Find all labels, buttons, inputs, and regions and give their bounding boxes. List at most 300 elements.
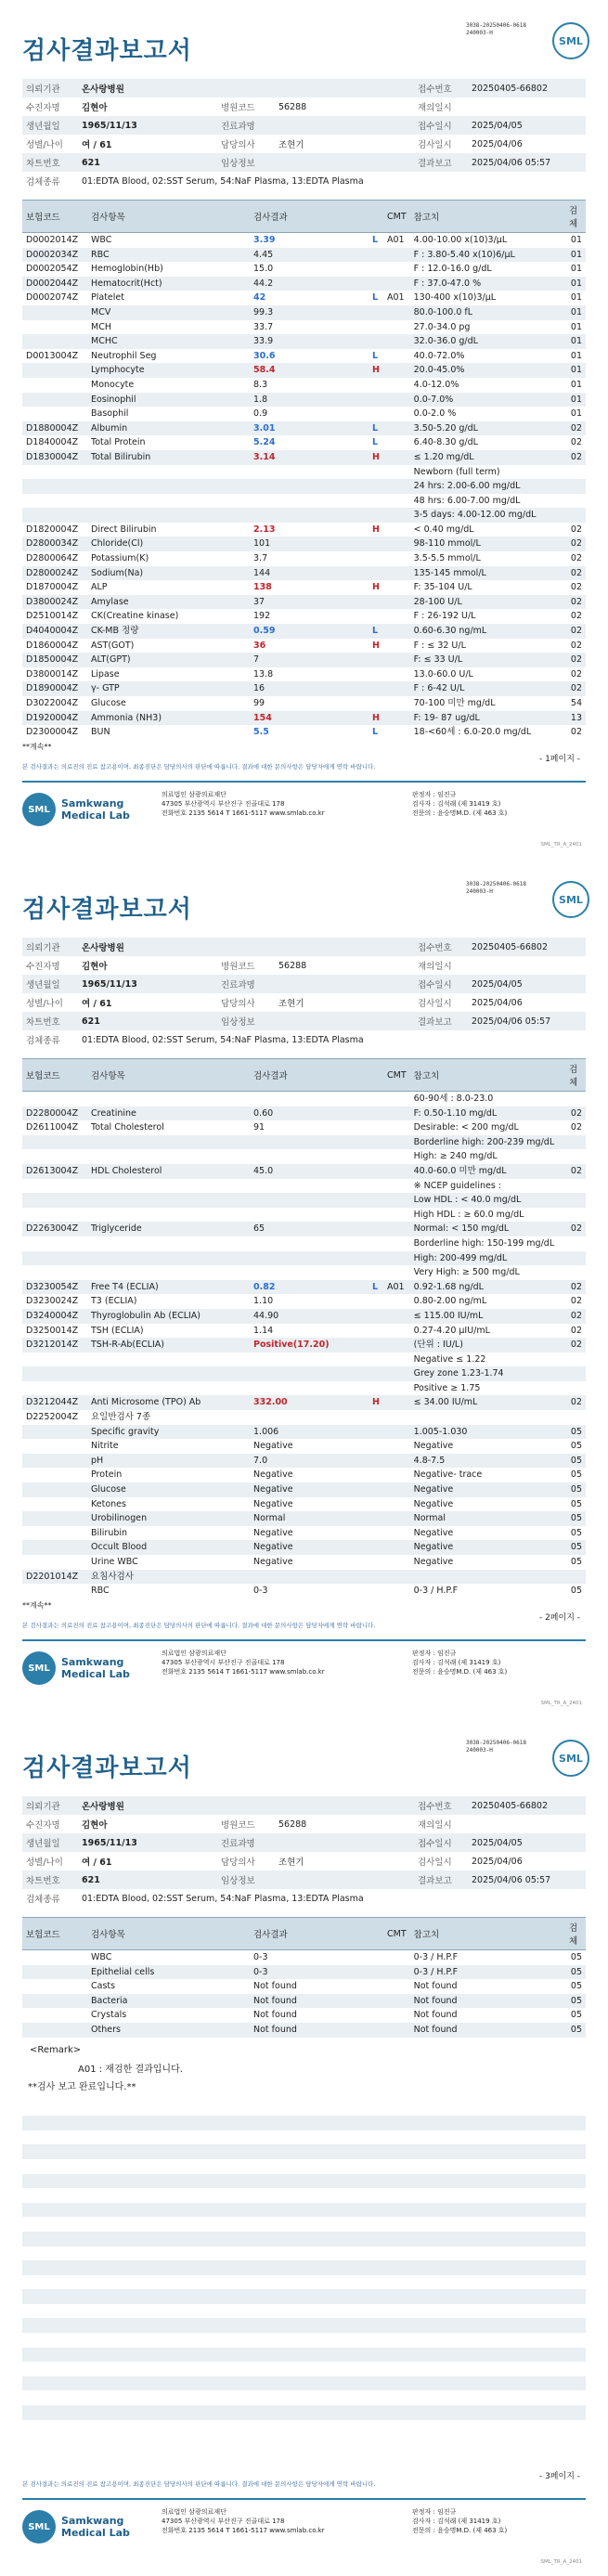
info-label: 차트번호 <box>22 1012 78 1030</box>
comment-code <box>383 363 410 378</box>
results-header <box>22 1918 586 1950</box>
info-value <box>275 938 414 956</box>
test-result: 1.10 <box>253 1296 274 1307</box>
specimen-code: 02 <box>565 1222 586 1236</box>
footnote: 본 검사결과는 의료진의 진료 참고용이며, 최종진단은 담당의사의 판단에 따릅니다. 결과에 대한 문의사항은 담당자에게 연락 바랍니다. <box>22 763 376 770</box>
result-row <box>22 1950 586 1965</box>
result-row <box>22 537 586 551</box>
doc-meta-line2: 240003-H <box>465 1747 493 1754</box>
comment-code <box>383 696 410 711</box>
comment-code <box>383 1410 410 1425</box>
company-line1: Samkwang <box>61 1656 124 1668</box>
test-item: Ammonia (NH3) <box>87 711 250 726</box>
page-title: 검사결과보고서 <box>22 896 192 924</box>
test-item: WBC <box>91 1952 112 1962</box>
comment-code <box>383 1236 410 1251</box>
result-row <box>22 393 586 408</box>
test-result: 154 <box>250 711 369 726</box>
test-item: T3 (ECLIA) <box>91 1296 137 1307</box>
test-item: Specific gravity <box>87 1425 250 1440</box>
report-end-note: **검사 보고 완료입니다.** <box>28 2081 136 2092</box>
reference-range: 3-5 days: 4.00-12.00 mg/dL <box>410 508 565 523</box>
info-label: 검사일시 <box>418 999 452 1009</box>
result-flag <box>369 1265 383 1280</box>
empty-row <box>22 2275 586 2290</box>
info-value <box>275 79 414 97</box>
result-row <box>22 305 586 320</box>
insurance-code <box>22 407 87 421</box>
result-row <box>22 711 586 726</box>
comment-code <box>383 450 410 465</box>
reference-range: 4.0-12.0% <box>413 379 459 390</box>
info-value: 1965/11/13 <box>78 1833 217 1852</box>
insurance-code: D1890004Z <box>22 681 87 696</box>
result-row <box>22 277 586 291</box>
footnote: 본 검사결과는 의료진의 진료 참고용이며, 최종진단은 담당의사의 판단에 따릅니다. 결과에 대한 문의사항은 담당자에게 연락 바랍니다. <box>22 1622 376 1629</box>
reference-range: ≤ 115.00 IU/mL <box>410 1309 565 1324</box>
info-row <box>22 97 586 116</box>
staff-line: 전문의 : 윤승명M.D. (제 463 호) <box>412 2527 508 2534</box>
test-item: CK(Creatine kinase) <box>91 611 179 622</box>
col-code: 보험코드 <box>22 201 87 233</box>
test-result: Positive(17.20) <box>250 1338 369 1353</box>
test-item: Albumin <box>87 421 250 436</box>
insurance-code <box>22 1555 87 1570</box>
result-flag <box>369 1410 383 1425</box>
test-item: Bilirubin <box>91 1527 128 1538</box>
test-result <box>250 1149 369 1164</box>
insurance-code: D0002044Z <box>22 277 87 291</box>
test-item: BUN <box>91 727 110 738</box>
info-value <box>275 1796 414 1815</box>
empty-row <box>22 2260 586 2275</box>
comment-code <box>383 537 410 551</box>
info-value <box>275 116 414 135</box>
reference-range: (단위 : IU/L) <box>410 1338 565 1353</box>
test-result: 1.14 <box>253 1325 274 1336</box>
insurance-code: D1820004Z <box>26 524 79 535</box>
insurance-code <box>22 508 87 523</box>
reference-range: 3.5-5.5 mmol/L <box>413 553 481 564</box>
test-result: 13.8 <box>253 668 274 680</box>
patient-info-table <box>22 1796 586 1908</box>
insurance-code <box>22 2008 87 2023</box>
result-row <box>22 1526 586 1541</box>
result-row <box>22 2008 586 2023</box>
info-label: 접수일시 <box>414 116 468 135</box>
reference-range: 0-3 / H.P.F <box>413 1952 459 1962</box>
reference-range: 3.50-5.20 g/dL <box>410 421 565 436</box>
specimen-code <box>565 1149 586 1164</box>
test-item <box>87 1208 250 1223</box>
test-result: 2.13 <box>253 524 276 535</box>
reference-range: Low HDL : < 40.0 mg/dL <box>410 1193 565 1208</box>
result-row <box>22 1222 586 1236</box>
test-item: 요침사검사 <box>87 1570 250 1585</box>
result-row <box>22 1135 586 1150</box>
info-label: 생년월일 <box>22 975 78 993</box>
comment-code <box>383 681 410 696</box>
comment-code <box>383 1482 410 1497</box>
result-flag <box>369 1135 383 1150</box>
results-header <box>22 1059 586 1092</box>
specimen-code: 01 <box>565 363 586 378</box>
specimen-code: 02 <box>570 1296 582 1307</box>
test-result <box>250 1410 369 1425</box>
result-row <box>22 595 586 610</box>
result-flag <box>369 1179 383 1194</box>
result-row <box>22 667 586 682</box>
insurance-code <box>22 393 87 408</box>
info-row-specimen <box>22 1889 586 1908</box>
reference-range: ≤ 1.20 mg/dL <box>410 450 565 465</box>
test-item: Creatinine <box>87 1107 250 1121</box>
test-result <box>250 1193 369 1208</box>
result-flag <box>369 1222 383 1236</box>
test-result <box>250 1353 369 1367</box>
specimen-code <box>565 465 586 480</box>
info-value <box>275 1871 414 1889</box>
result-flag <box>369 1526 383 1541</box>
comment-code <box>383 1208 410 1223</box>
info-label: 진료과명 <box>217 975 275 993</box>
info-value: 2025/04/06 <box>472 1856 523 1867</box>
reference-range: 24 hrs: 2.00-6.00 mg/dL <box>410 479 565 494</box>
comment-code <box>383 2008 410 2023</box>
result-flag: H <box>372 524 380 535</box>
doc-meta-line1: 3038-20250406-0618 <box>465 881 526 887</box>
specimen-code: 02 <box>565 1338 586 1353</box>
specimen-code <box>565 1135 586 1150</box>
insurance-code: D2280004Z <box>22 1107 87 1121</box>
address-line: 47305 부산광역시 부산진구 진골대로 178 <box>162 2518 285 2525</box>
reference-range <box>410 1570 565 1585</box>
info-value <box>275 1012 414 1030</box>
company-name <box>61 1656 130 1680</box>
comment-code <box>383 1338 410 1353</box>
col-flag <box>369 1059 383 1092</box>
info-value: 621 <box>78 1871 217 1889</box>
test-result <box>250 1135 369 1150</box>
result-row <box>22 1381 586 1396</box>
result-row <box>22 609 586 624</box>
insurance-code: D2510014Z <box>26 611 79 622</box>
result-row <box>22 465 586 480</box>
info-value: 20250405-66802 <box>468 938 586 956</box>
info-label: 수진자명 <box>26 962 60 972</box>
result-flag <box>369 1107 383 1121</box>
result-flag <box>369 1555 383 1570</box>
info-label: 접수일시 <box>414 975 468 993</box>
result-row <box>22 1353 586 1367</box>
comment-code <box>383 1135 410 1150</box>
result-flag <box>369 1950 383 1965</box>
test-result: 0.59 <box>250 624 369 639</box>
test-item <box>87 494 250 509</box>
reference-range: 60-90세 : 8.0-23.0 <box>413 1094 494 1104</box>
result-row <box>22 1425 586 1440</box>
test-item <box>87 1135 250 1150</box>
comment-code <box>383 320 410 335</box>
staff-line: 판정자 : 임진규 <box>412 791 457 798</box>
page-number: - 2페이지 - <box>538 1613 580 1623</box>
specimen-code: 02 <box>570 668 582 680</box>
test-item: γ- GTP <box>87 681 250 696</box>
comment-code: A01 <box>387 292 405 304</box>
result-row <box>22 1120 586 1135</box>
reference-range: F : 3.80-5.40 x(10)6/μL <box>410 248 565 263</box>
result-row <box>22 1280 586 1295</box>
insurance-code <box>22 1135 87 1150</box>
staff-signatures <box>394 790 586 829</box>
result-row <box>22 566 586 581</box>
test-item <box>87 1236 250 1251</box>
test-result: 33.7 <box>253 321 274 332</box>
specimen-code: 02 <box>570 611 582 622</box>
result-row <box>22 421 586 436</box>
info-value: 1965/11/13 <box>78 116 217 135</box>
insurance-code <box>22 1381 87 1396</box>
test-item: WBC <box>91 235 112 245</box>
test-result: 5.5 <box>253 727 269 738</box>
comment-code <box>383 1222 410 1236</box>
info-label: 접수번호 <box>414 1796 468 1815</box>
result-flag <box>369 681 383 696</box>
info-label: 성별/나이 <box>26 140 63 150</box>
test-item <box>87 1366 250 1381</box>
comment-code <box>383 1381 410 1396</box>
comment-code <box>383 1526 410 1541</box>
reference-range: High: ≥ 240 mg/dL <box>413 1151 498 1162</box>
specimen-code: 05 <box>570 2010 582 2021</box>
info-value <box>468 97 586 116</box>
info-row <box>22 1815 586 1833</box>
reference-range: F: 35-104 U/L <box>413 582 472 593</box>
test-result <box>250 1179 369 1194</box>
empty-row <box>22 2318 586 2333</box>
info-value: 온사랑병원 <box>78 79 217 97</box>
result-row <box>22 450 586 465</box>
result-flag <box>369 2023 383 2038</box>
info-value: 1965/11/13 <box>78 975 217 993</box>
test-item: Basophil <box>91 408 129 420</box>
test-item: Glucose <box>87 1482 250 1497</box>
specimen-code: 02 <box>565 595 586 610</box>
result-flag <box>369 494 383 509</box>
test-item: Platelet <box>91 292 124 304</box>
col-ref: 참고치 <box>410 1059 565 1092</box>
info-row-specimen <box>22 172 586 190</box>
specimen-code <box>565 1265 586 1280</box>
comment-code <box>383 1353 410 1367</box>
comment-code <box>383 595 410 610</box>
test-item: Occult Blood <box>87 1540 250 1555</box>
test-item: Sodium(Na) <box>87 566 250 581</box>
reference-range: High: 200-499 mg/dL <box>410 1251 565 1266</box>
results-table <box>22 1058 586 1599</box>
test-result: Negative <box>253 1441 293 1452</box>
test-result <box>250 1265 369 1280</box>
comment-code <box>383 1497 410 1512</box>
result-row <box>22 681 586 696</box>
address-line: 47305 부산광역시 부산진구 진골대로 178 <box>162 1659 285 1666</box>
insurance-code <box>22 1208 87 1223</box>
company-line2: Medical Lab <box>61 2527 130 2539</box>
address-line: 의료법인 삼광의료재단 <box>162 791 226 798</box>
result-flag: H <box>372 640 380 651</box>
insurance-code: D3240004Z <box>22 1309 87 1324</box>
insurance-code <box>22 494 87 509</box>
test-item: Bacteria <box>87 1994 250 2009</box>
info-label: 검사일시 <box>418 1858 452 1868</box>
test-item <box>87 479 250 494</box>
info-label: 차트번호 <box>22 1871 78 1889</box>
specimen-code: 05 <box>565 1994 586 2009</box>
comment-code <box>383 508 410 523</box>
info-label: 재의일시 <box>418 103 452 113</box>
test-item <box>87 1193 250 1208</box>
result-flag <box>369 1208 383 1223</box>
specimen-code: 05 <box>570 1441 582 1452</box>
sml-footer-logo-icon: SML <box>22 2510 56 2544</box>
comment-code: A01 <box>387 235 405 245</box>
result-flag: L <box>369 421 383 436</box>
result-flag: L <box>372 350 379 361</box>
reference-range: 18-<60세 : 6.0-20.0 mg/dL <box>413 727 532 738</box>
specimen-code: 02 <box>565 1107 586 1121</box>
result-row <box>22 1454 586 1469</box>
test-item <box>87 1092 250 1107</box>
info-label: 재의일시 <box>418 962 452 972</box>
doc-meta-line1: 3038-20250406-0618 <box>465 1740 526 1746</box>
reference-range: Negative <box>413 1527 454 1538</box>
insurance-code <box>22 1979 87 1994</box>
col-cmt: CMT <box>383 1918 410 1950</box>
info-row-specimen <box>22 1030 586 1049</box>
specimen-code <box>565 1208 586 1223</box>
report-page <box>0 0 608 859</box>
test-result <box>250 1381 369 1396</box>
insurance-code <box>22 334 87 349</box>
comment-code <box>383 305 410 320</box>
comment-code <box>383 1251 410 1266</box>
company-address <box>152 790 394 829</box>
comment-code <box>383 1193 410 1208</box>
result-flag: L <box>369 624 383 639</box>
comment-code <box>383 421 410 436</box>
specimen-code: 01 <box>570 321 582 332</box>
empty-row <box>22 2188 586 2203</box>
result-row <box>22 624 586 639</box>
reference-range: Not found <box>413 1981 458 1992</box>
test-item: HDL Cholesterol <box>87 1164 250 1179</box>
info-value: 조현기 <box>278 140 304 150</box>
col-flag <box>369 201 383 233</box>
reference-range: F : 6-42 U/L <box>410 681 565 696</box>
insurance-code: D2800024Z <box>22 566 87 581</box>
staff-line: 검사자 : 김석래 (제 31419 호) <box>412 2518 501 2525</box>
col-spec: 검체 <box>565 1918 586 1950</box>
reference-range: Not found <box>410 1994 565 2009</box>
insurance-code <box>22 1149 87 1164</box>
comment-code <box>383 1454 410 1469</box>
insurance-code: D2613004Z <box>22 1164 87 1179</box>
info-value <box>275 975 414 993</box>
test-item <box>87 508 250 523</box>
document-code: SML_TR_A_2401 <box>540 2559 582 2565</box>
specimen-code: 01 <box>570 235 582 245</box>
test-item: Hematocrit(Hct) <box>87 277 250 291</box>
comment-code <box>383 580 410 595</box>
test-result: 0-3 <box>253 1952 268 1962</box>
info-row <box>22 153 586 172</box>
specimen-code: 05 <box>565 1425 586 1440</box>
result-row <box>22 1107 586 1121</box>
test-result: 33.9 <box>250 334 369 349</box>
result-row <box>22 1366 586 1381</box>
result-row <box>22 1555 586 1570</box>
result-row <box>22 1164 586 1179</box>
test-item: Crystals <box>91 2010 127 2021</box>
reference-range: ≤ 34.00 IU/mL <box>410 1395 565 1410</box>
info-label: 담당의사 <box>221 999 255 1009</box>
specimen-code: 05 <box>565 1454 586 1469</box>
insurance-code <box>22 1193 87 1208</box>
info-row <box>22 116 586 135</box>
test-item: 요일반검사 7종 <box>91 1412 151 1423</box>
doc-meta-line1: 3038-20250406-0618 <box>465 22 526 29</box>
reference-range: Not found <box>410 2023 565 2038</box>
empty-row <box>22 2390 586 2405</box>
reference-range: 4.00-10.00 x(10)3/μL <box>413 235 508 245</box>
specimen-code: 01 <box>565 277 586 291</box>
result-flag: H <box>369 363 383 378</box>
comment-code <box>383 1950 410 1965</box>
reference-range: ※ NCEP guidelines : <box>413 1180 501 1191</box>
result-flag <box>369 1338 383 1353</box>
reference-range: Borderline high: 200-239 mg/dL <box>410 1135 565 1150</box>
result-flag <box>369 1540 383 1555</box>
comment-code <box>383 349 410 364</box>
test-result: Negative <box>250 1540 369 1555</box>
staff-signatures <box>394 1649 586 1688</box>
result-flag <box>369 1324 383 1339</box>
result-flag <box>369 1353 383 1367</box>
info-row <box>22 1796 586 1815</box>
reference-range: Negative <box>413 1557 454 1567</box>
result-row <box>22 1179 586 1194</box>
col-cmt: CMT <box>383 201 410 233</box>
info-row <box>22 938 586 956</box>
reference-range: F: 19- 87 ug/dL <box>410 711 565 726</box>
specimen-code: 01 <box>570 350 582 361</box>
test-result <box>250 479 369 494</box>
insurance-code: D2263004Z <box>22 1222 87 1236</box>
result-row <box>22 262 586 277</box>
result-row <box>22 1979 586 1994</box>
result-flag <box>369 1965 383 1980</box>
specimen-code: 05 <box>570 1981 582 1992</box>
result-flag <box>369 1584 383 1599</box>
company-line2: Medical Lab <box>61 1668 130 1680</box>
test-result: 332.00 <box>250 1395 369 1410</box>
specimen-code: 02 <box>570 524 582 535</box>
result-flag <box>369 1454 383 1469</box>
result-row <box>22 1511 586 1526</box>
insurance-code: D2300004Z <box>26 727 79 738</box>
reference-range: 20.0-45.0% <box>410 363 565 378</box>
info-value: 2025/04/06 05:57 <box>468 1871 586 1889</box>
